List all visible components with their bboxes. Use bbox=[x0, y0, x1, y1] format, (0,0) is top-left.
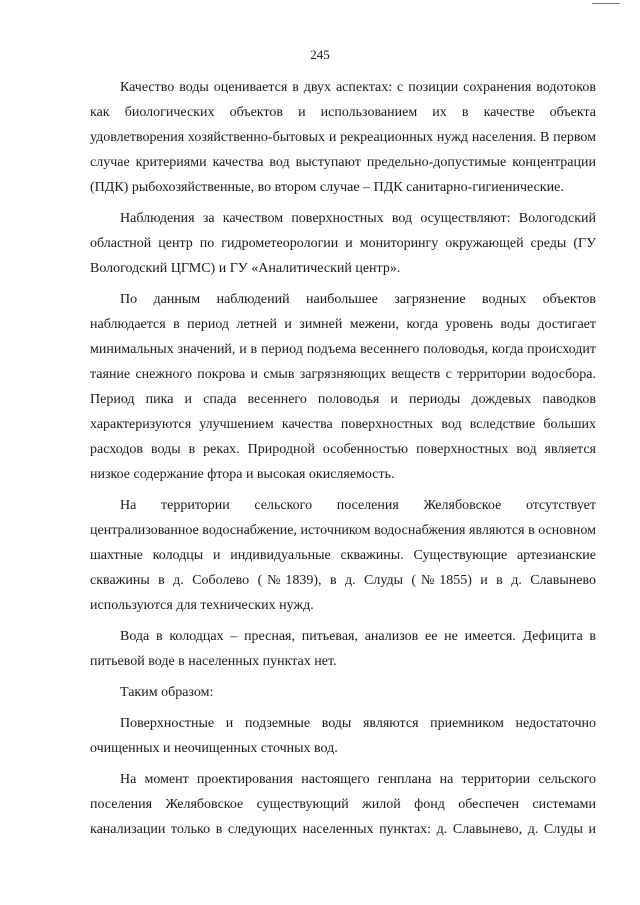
paragraph-pollution-periods: По данным наблюдений наибольшее загрязнение водных объектов наблюдается в период летней и зимней межени, когда уровень воды достигает минимальных значений, и в период подъема весеннего половодья, когда происходит таяние снежного покрова и смыв загрязняющих веществ с территории водосбора. Период пика и спада весеннего половодья и периоды дождевых паводков характеризуются улучшением качества поверхностных вод вследствие больших расходов воды в реках. Природной особенностью поверхностных вод является низкое содержание фтора и высокая окисляемость. bbox=[90, 292, 596, 482]
paragraph-wells: Вода в колодцах – пресная, питьевая, анализов ее не имеется. Дефицита в питьевой воде в населенных пунктах нет. bbox=[90, 629, 596, 669]
document-body bbox=[90, 75, 596, 848]
paragraph-water-quality: Качество воды оценивается в двух аспектах: с позиции сохранения водотоков как биологических объектов и использованием их в качестве объекта удовлетворения хозяйственно-бытовых и рекреационных нужд населения. В первом случае критериями качества вод выступают предельно-допустимые концентрации (ПДК) рыбохозяйственные, во втором случае – ПДК санитарно-гигиенические. bbox=[90, 80, 596, 195]
paragraph-water-supply: На территории сельского поселения Желябовское отсутствует централизованное водоснабжение, источником водоснабжения являются в основном шахтные колодцы и индивидуальные скважины. Существующие артезианские скважины в д. Соболево (№1839), в д. Слуды (№1855) и в д. Славынево используются для технических нужд. bbox=[90, 498, 596, 613]
paragraph-sewerage: На момент проектирования настоящего генплана на территории сельского поселения Желябовское существующий жилой фонд обеспечен системами канализации только в следующих населенных пунктах: д. Славынево, д. Слуды и bbox=[90, 772, 596, 837]
paragraph-summary-intro: Таким образом: bbox=[120, 685, 214, 700]
paragraph-monitoring: Наблюдения за качеством поверхностных вод осуществляют: Вологодский областной центр по гидрометеорологии и мониторингу окружающей среды (ГУ Вологодский ЦГМС) и ГУ «Аналитический центр». bbox=[90, 211, 596, 276]
page-number: 245 bbox=[310, 47, 330, 62]
paragraph-summary-receivers: Поверхностные и подземные воды являются приемником недостаточно очищенных и неочищенных сточных вод. bbox=[90, 716, 596, 756]
page-corner-mark bbox=[592, 0, 620, 4]
